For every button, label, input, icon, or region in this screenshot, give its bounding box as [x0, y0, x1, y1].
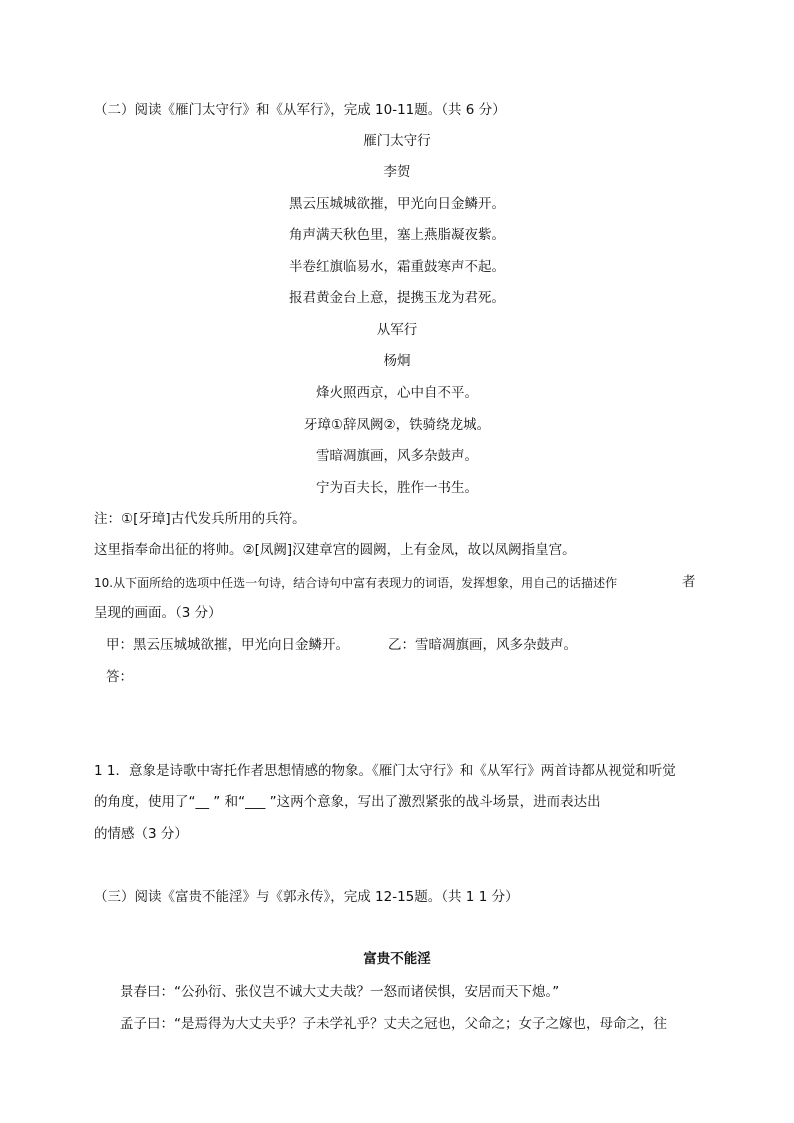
section3-para1: 景春曰：“公孙衍、张仪岂不诚大丈夫哉？一怒而诸侯惧，安居而天下熄。”: [120, 984, 560, 1000]
poem1-line: 半卷红旗临易水，霜重鼓寒声不起。: [289, 259, 505, 275]
note-line: 这里指奉命出征的将帅。②[凤阙]汉建章宫的圆阙，上有金凤，故以凤阙指皇宫。: [94, 542, 576, 558]
q10-option-a: 甲：黑云压城城欲摧，甲光向日金鳞开。: [106, 637, 349, 653]
q11-line3: 的情感（3 分）: [94, 826, 188, 842]
q11-line1: 1 1．意象是诗歌中寄托作者思想情感的物象。《雁门太守行》和《从军行》两首诗都从视觉和听觉: [94, 763, 676, 779]
q11-line2: 的角度，使用了“__ ” 和“___ ”这两个意象，写出了激烈紧张的战斗场景，进而表达出: [94, 794, 601, 810]
poem1-line: 报君黄金台上意，提携玉龙为君死。: [289, 290, 505, 306]
poem2-title: 从军行: [376, 322, 418, 338]
poem2-line: 烽火照西京，心中自不平。: [316, 385, 478, 401]
poem1-author: 李贺: [383, 164, 411, 180]
poem1-title: 雁门太守行: [363, 133, 431, 149]
poem1-line: 黑云压城城欲摧，甲光向日金鳞开。: [289, 196, 505, 212]
poem2-line: 宁为百夫长，胜作一书生。: [316, 480, 478, 496]
section2-header: （二）阅读《雁门太守行》和《从军行》，完成 10-11题。（共 6 分）: [94, 102, 506, 118]
section3-para2: 孟子曰：“是焉得为大丈夫乎？子未学礼乎？丈夫之冠也，父命之；女子之嫁也，母命之，往: [120, 1016, 667, 1032]
q10-option-b: 乙：雪暗凋旗画，风多杂鼓声。: [388, 637, 577, 653]
section3-title: 富贵不能淫: [363, 951, 431, 967]
poem2-author: 杨炯: [383, 353, 411, 369]
poem1-line: 角声满天秋色里，塞上燕脂凝夜紫。: [289, 227, 505, 243]
poem2-line: 牙璋①辞凤阙②，铁骑绕龙城。: [303, 417, 491, 433]
answer-label: 答：: [106, 669, 133, 685]
section3-header: （三）阅读《富贵不能淫》与《郭永传》，完成 12-15题。（共 1 1 分）: [94, 889, 519, 905]
q10-line1-end: 者: [682, 574, 696, 590]
poem2-line: 雪暗凋旗画，风多杂鼓声。: [316, 448, 478, 464]
q10-line2: 呈现的画面。（3 分）: [94, 605, 222, 621]
note-line: 注：①[牙璋]古代发兵所用的兵符。: [94, 511, 306, 527]
q10-line1: 10.从下面所给的选项中任选一句诗，结合诗句中富有表现力的词语，发挥想象，用自己的话描述作: [94, 576, 618, 590]
